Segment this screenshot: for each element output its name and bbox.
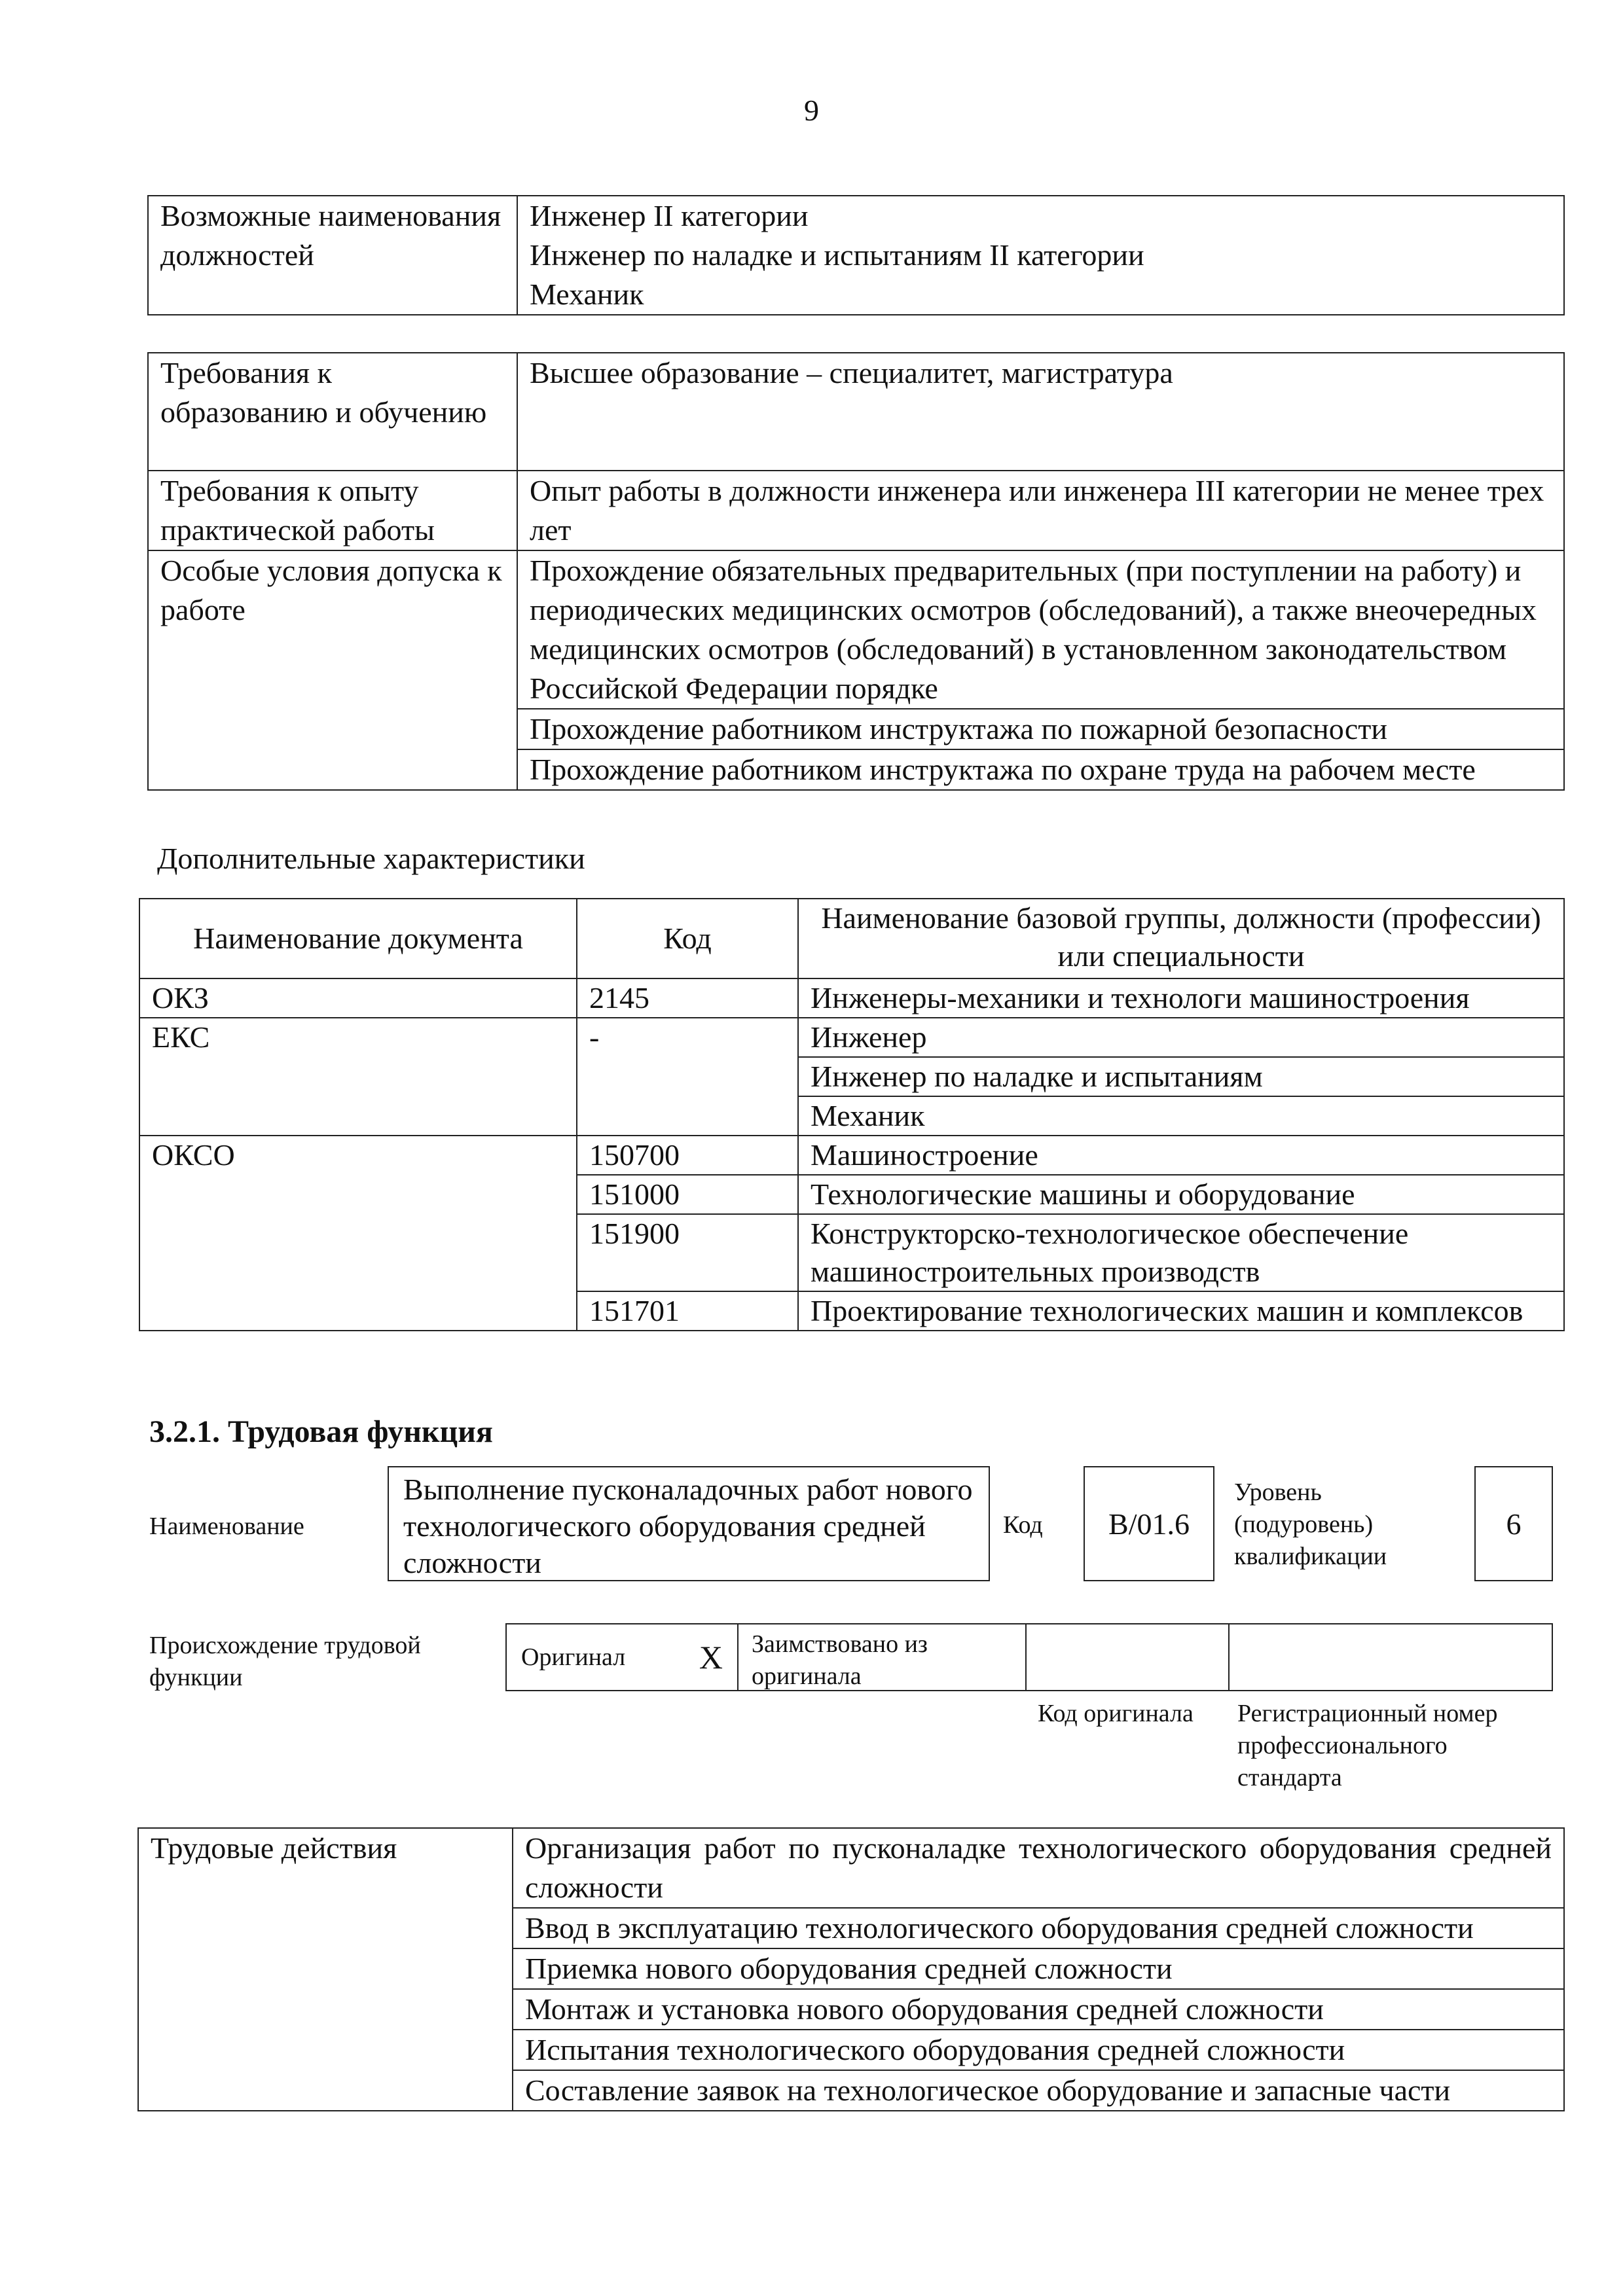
position-item: Инженер II категории: [530, 199, 809, 232]
name-okz: Инженеры-механики и технологи машиностроения: [798, 978, 1564, 1018]
code-original-cell: [1027, 1624, 1230, 1690]
function-code-box: [1084, 1466, 1214, 1581]
borrowed-cell: [739, 1624, 1027, 1690]
original-mark: Х: [699, 1639, 723, 1676]
doc-okz: ОКЗ: [139, 978, 577, 1018]
reg-number-caption: Регистрационный номер профессионального стандарта: [1237, 1700, 1498, 1791]
doc-okso: ОКСО: [139, 1136, 577, 1331]
action-item: Ввод в эксплуатацию технологического оборудования средней сложности: [513, 1908, 1564, 1948]
name-eks: Механик: [798, 1096, 1564, 1136]
action-item: Организация работ по пусконаладке технологического оборудования средней сложности: [513, 1828, 1564, 1908]
experience-label: Требования к опыту практической работы: [148, 471, 517, 550]
positions-label: Возможные наименования должностей: [148, 196, 517, 315]
action-item: Монтаж и установка нового оборудования средней сложности: [513, 1989, 1564, 2030]
name-okso: Технологические машины и оборудование: [798, 1175, 1564, 1214]
function-name-label: Наименование: [149, 1513, 304, 1540]
requirements-table: [147, 352, 1565, 791]
function-code-value: B/01.6: [1108, 1507, 1190, 1541]
function-level-value: 6: [1506, 1507, 1522, 1541]
additional-table: [139, 898, 1565, 1331]
header-name: Наименование базовой группы, должности (профессии) или специальности: [798, 899, 1564, 978]
position-item: Механик: [530, 278, 644, 311]
page-number: 9: [804, 94, 819, 127]
special-value: Прохождение работником инструктажа по пожарной безопасности: [517, 709, 1564, 749]
origin-row: [505, 1623, 1553, 1691]
reg-number-cell: [1230, 1624, 1552, 1690]
action-item: Приемка нового оборудования средней сложности: [513, 1948, 1564, 1989]
positions-list: [517, 196, 1564, 315]
code-okso: 150700: [577, 1136, 798, 1175]
name-eks: Инженер: [798, 1018, 1564, 1057]
positions-table: [147, 195, 1565, 315]
special-label: Особые условия допуска к работе: [148, 550, 517, 790]
header-code: Код: [577, 899, 798, 978]
education-value: Высшее образование – специалитет, магистратура: [517, 353, 1564, 471]
code-okso: 151701: [577, 1291, 798, 1331]
doc-eks: ЕКС: [139, 1018, 577, 1136]
action-item: Составление заявок на технологическое оборудование и запасные части: [513, 2070, 1564, 2111]
code-eks: -: [577, 1018, 798, 1136]
original-label: Оригинал: [521, 1643, 626, 1671]
name-eks: Инженер по наладке и испытаниям: [798, 1057, 1564, 1096]
name-okso: Конструкторско-технологическое обеспечение машиностроительных производств: [798, 1214, 1564, 1291]
name-okso: Проектирование технологических машин и комплексов: [798, 1291, 1564, 1331]
code-okso: 151000: [577, 1175, 798, 1214]
function-level-label: Уровень (подуровень) квалификации: [1234, 1479, 1387, 1570]
education-label: Требования к образованию и обучению: [148, 353, 517, 471]
function-name-value: Выполнение пусконаладочных работ нового технологического оборудования средней сложности: [403, 1473, 973, 1579]
special-value: Прохождение работником инструктажа по охране труда на рабочем месте: [517, 749, 1564, 790]
position-item: Инженер по наладке и испытаниям II категории: [530, 238, 1144, 272]
special-value: Прохождение обязательных предварительных (при поступлении на работу) и периодических медицинских осмотров (обследований), а также внеочередных медицинских осмотров (обследований) в установленном законодательством Российской Федерации порядке: [517, 550, 1564, 709]
code-original-caption: Код оригинала: [1038, 1700, 1194, 1727]
actions-label: Трудовые действия: [138, 1828, 513, 2111]
name-okso: Машиностроение: [798, 1136, 1564, 1175]
original-cell: [507, 1624, 739, 1690]
experience-value: Опыт работы в должности инженера или инженера III категории не менее трех лет: [517, 471, 1564, 550]
action-item: Испытания технологического оборудования средней сложности: [513, 2030, 1564, 2070]
function-level-box: [1474, 1466, 1553, 1581]
function-code-label: Код: [1003, 1511, 1043, 1539]
origin-label: Происхождение трудовой функции: [149, 1632, 421, 1691]
code-okso: 151900: [577, 1214, 798, 1291]
code-okz: 2145: [577, 978, 798, 1018]
function-heading: 3.2.1. Трудовая функция: [149, 1414, 493, 1449]
function-name-box: [388, 1466, 990, 1581]
borrowed-label: Заимствовано из оригинала: [752, 1630, 928, 1690]
header-document: Наименование документа: [139, 899, 577, 978]
additional-title: Дополнительные характеристики: [157, 842, 585, 875]
actions-table: [137, 1827, 1565, 2111]
